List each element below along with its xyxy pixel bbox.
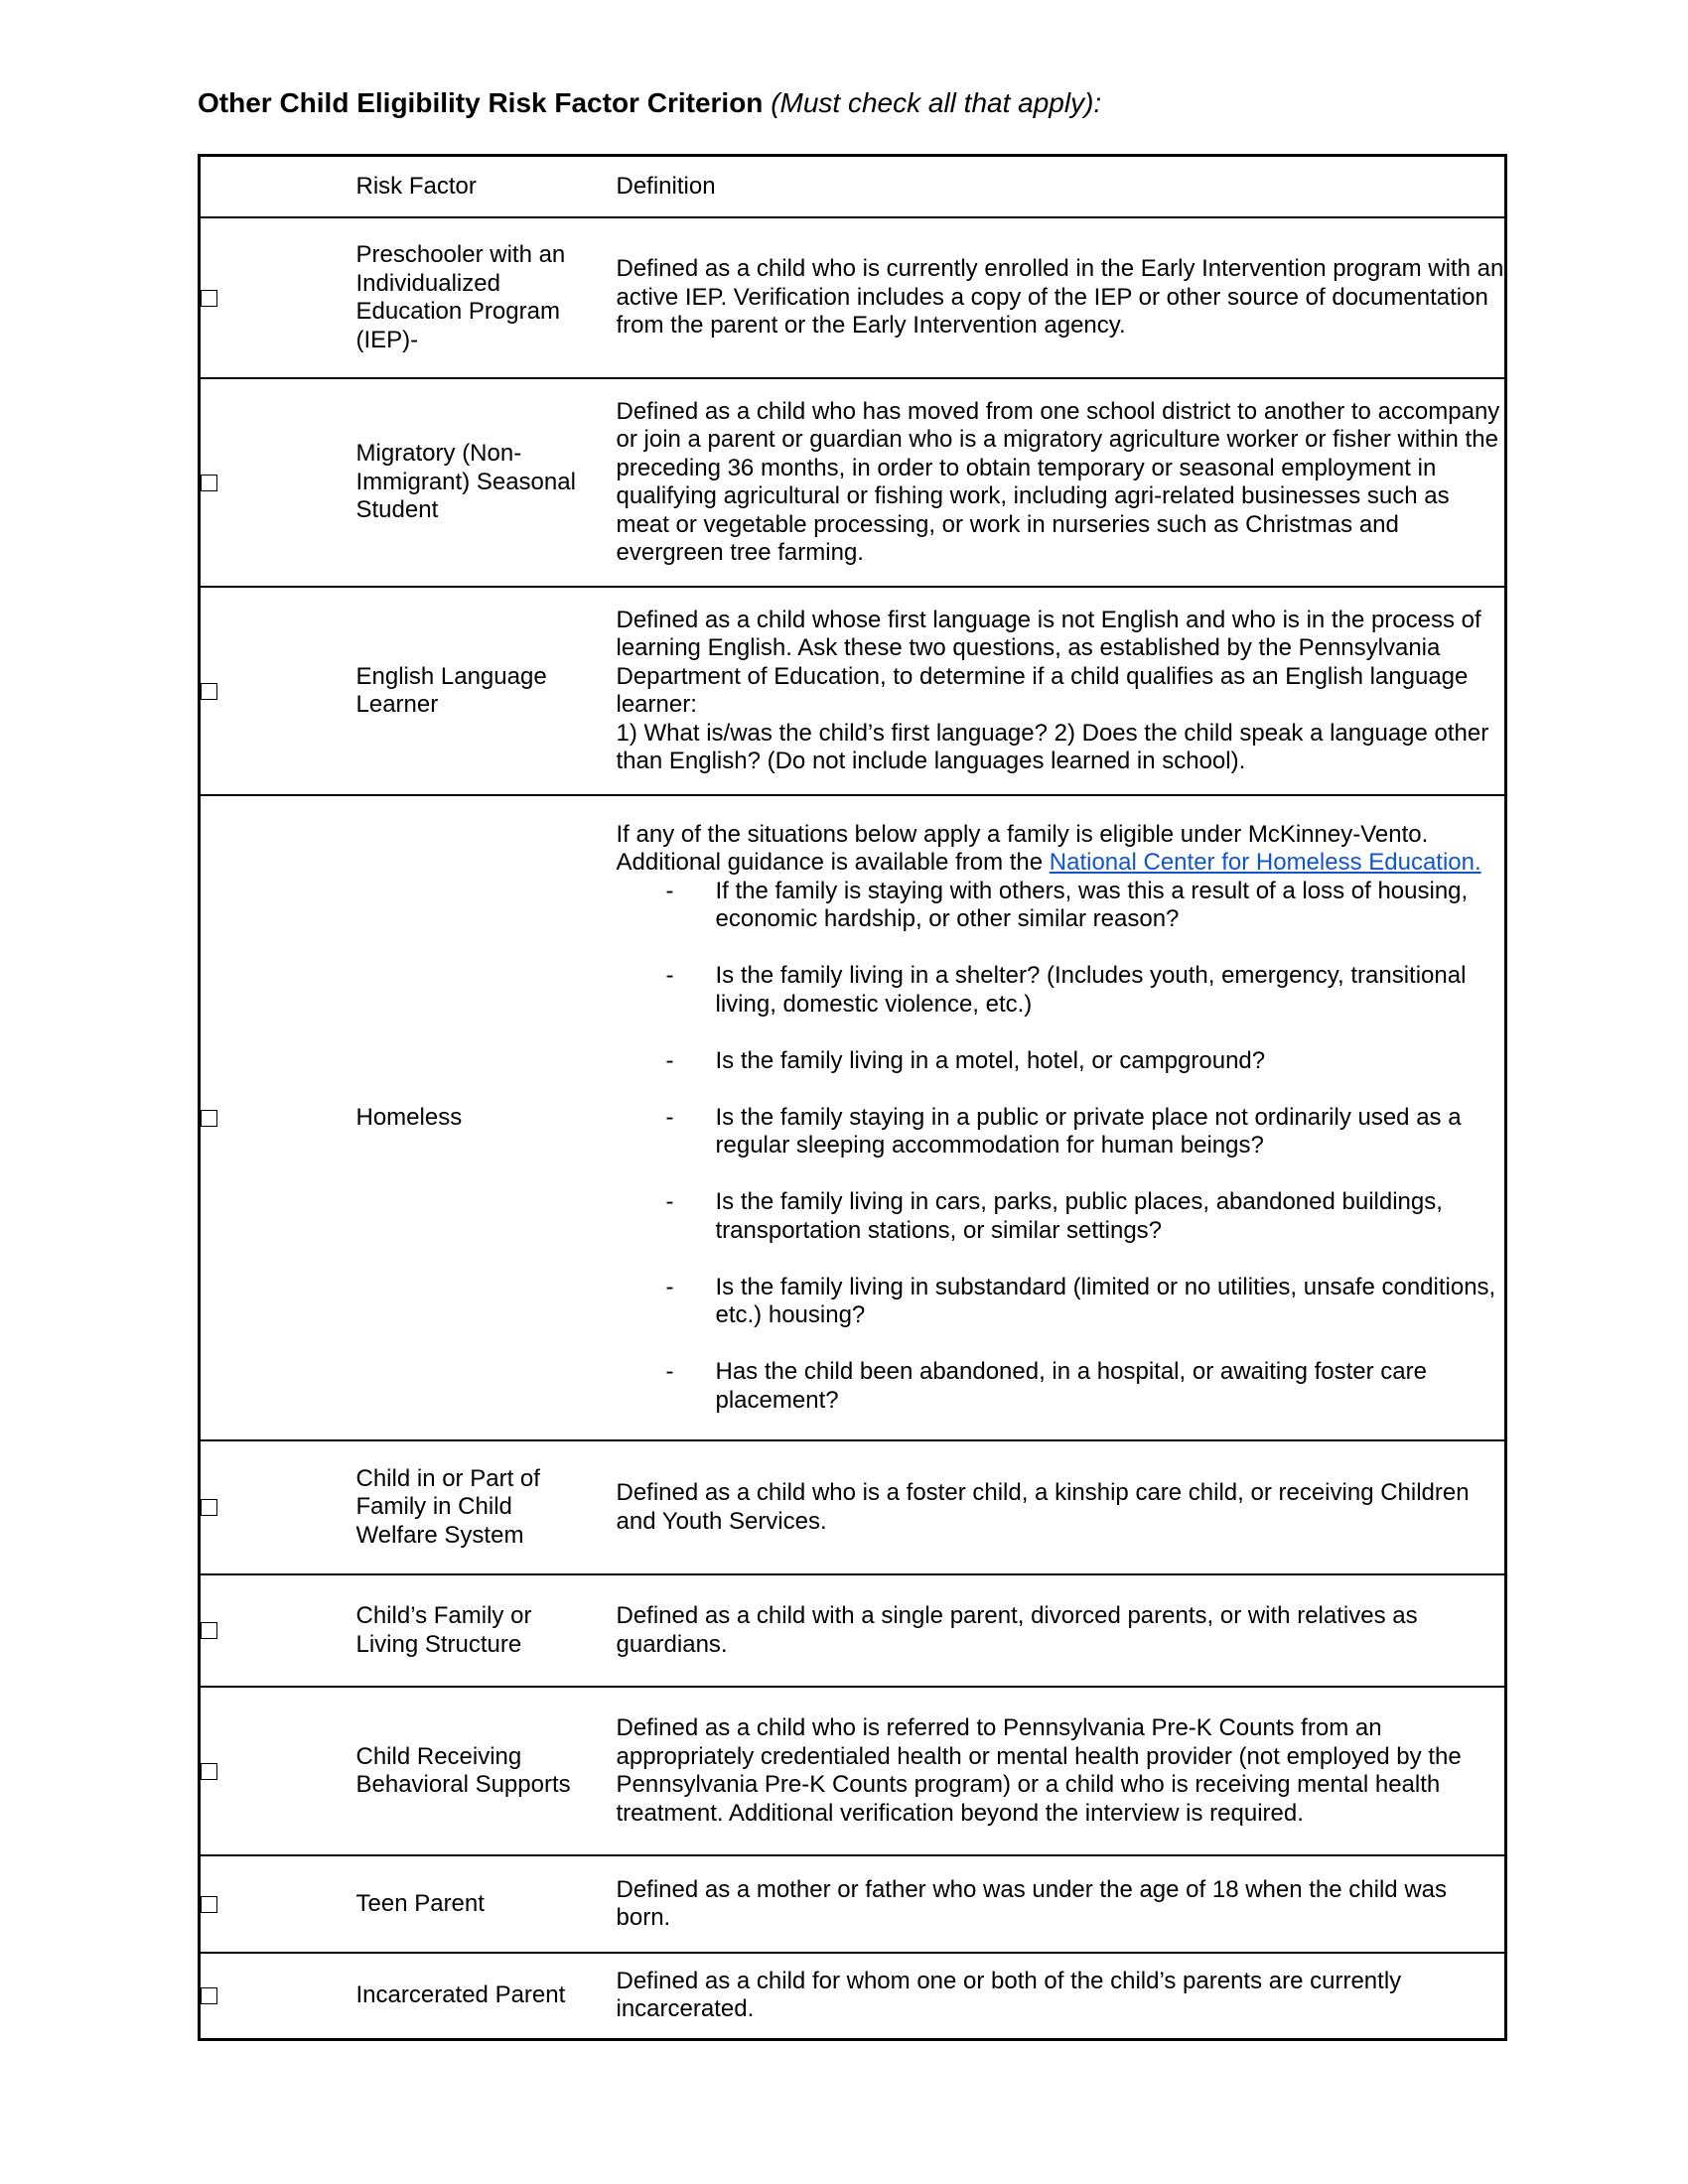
homeless-intro-text: If any of the situations below apply a family is eligible under McKinney-Vento. Additional guidance is available from the [616, 820, 1429, 877]
checkbox-cell [200, 1440, 356, 1574]
risk-factor-definition: Defined as a child who is referred to Pennsylvania Pre-K Counts from an appropriately credentialed health or mental health provider (not employed by the Pennsylvania Pre-K Counts program) or a child who is receiving mental health treatment. Additional verification beyond the interview is required. [617, 1687, 1506, 1855]
header-risk-factor: Risk Factor [356, 156, 617, 218]
list-item-text: Is the family staying in a public or private place not ordinarily used as a regular sleeping accommodation for human beings? [715, 1103, 1462, 1160]
checkbox-cell [200, 1687, 356, 1855]
risk-factor-name: Homeless [356, 795, 617, 1440]
homeless-intro [617, 821, 1505, 878]
risk-factor-name: Preschooler with an Individualized Education Program (IEP)- [356, 217, 617, 378]
list-item [617, 1274, 1505, 1330]
checkbox-cell [200, 795, 356, 1440]
table-row [200, 1953, 1506, 2039]
checkbox-cell [200, 378, 356, 587]
checkbox-cell [200, 1574, 356, 1687]
risk-factor-name: Child in or Part of Family in Child Welfare System [356, 1440, 617, 1574]
checkbox-homeless[interactable] [201, 1110, 217, 1127]
table-row [200, 587, 1506, 795]
list-item-text: Has the child been abandoned, in a hospital, or awaiting foster care placement? [715, 1358, 1427, 1414]
dash-marker: - [665, 1103, 674, 1131]
risk-factor-definition: Defined as a child for whom one or both of the child’s parents are currently incarcerated. [617, 1953, 1506, 2039]
checkbox-teen-parent[interactable] [201, 1896, 217, 1913]
risk-factor-definition: Defined as a child who has moved from one school district to another to accompany or join a parent or guardian who is a migratory agriculture worker or fisher within the preceding 36 months, in order to obtain temporary or seasonal employment in qualifying agricultural or fishing work, including agri-related businesses such as meat or vegetable processing, or work in nurseries such as Christmas and evergreen tree farming. [617, 378, 1506, 587]
risk-factor-name: English Language Learner [356, 587, 617, 795]
risk-factor-definition [617, 587, 1506, 795]
list-item [617, 962, 1505, 1019]
risk-factor-name: Child’s Family or Living Structure [356, 1574, 617, 1687]
header-check-column [200, 156, 356, 218]
risk-factor-name: Migratory (Non-Immigrant) Seasonal Student [356, 378, 617, 587]
list-item-text: Is the family living in substandard (limited or no utilities, unsafe conditions, etc.) housing? [715, 1273, 1496, 1329]
heading-title: Other Child Eligibility Risk Factor Criterion [198, 87, 764, 118]
checkbox-migratory[interactable] [201, 475, 217, 491]
table-row [200, 1687, 1506, 1855]
table-row [200, 1574, 1506, 1687]
list-item [617, 1188, 1505, 1245]
homeless-situations-list [617, 878, 1505, 1416]
risk-factor-definition: Defined as a child who is a foster child, a kinship care child, or receiving Children and Youth Services. [617, 1440, 1506, 1574]
definition-text: Defined as a child whose first language is not English and who is in the process of learning English. Ask these two questions, as established by the Pennsylvania Department of Education, to determine if a child qualifies as an English language learner: [616, 606, 1481, 718]
risk-factor-definition: Defined as a mother or father who was under the age of 18 when the child was born. [617, 1855, 1506, 1953]
checkbox-cell [200, 1953, 356, 2039]
checkbox-incarcerated-parent[interactable] [201, 1987, 217, 2004]
checkbox-cell [200, 217, 356, 378]
risk-factor-name: Child Receiving Behavioral Supports [356, 1687, 617, 1855]
list-item-text: Is the family living in a motel, hotel, or campground? [715, 1046, 1266, 1074]
risk-factor-definition: Defined as a child with a single parent, divorced parents, or with relatives as guardians. [617, 1574, 1506, 1687]
list-item-text: Is the family living in cars, parks, public places, abandoned buildings, transportation stations, or similar settings? [715, 1188, 1443, 1244]
table-row [200, 378, 1506, 587]
list-item [617, 878, 1505, 934]
definition-questions: 1) What is/was the child’s first language? 2) Does the child speak a language other than English? (Do not include languages learned in school). [616, 719, 1489, 774]
risk-factor-table [198, 154, 1507, 2041]
list-item [617, 1104, 1505, 1160]
dash-marker: - [665, 1273, 674, 1300]
header-definition: Definition [617, 156, 1506, 218]
checkbox-behavioral-supports[interactable] [201, 1763, 217, 1780]
dash-marker: - [665, 1046, 674, 1074]
dash-marker: - [665, 962, 674, 990]
table-row [200, 795, 1506, 1440]
table-row [200, 1440, 1506, 1574]
dash-marker: - [665, 1188, 674, 1216]
risk-factor-name: Incarcerated Parent [356, 1953, 617, 2039]
page-heading [198, 85, 1101, 121]
checkbox-living-structure[interactable] [201, 1622, 217, 1639]
list-item-text: Is the family living in a shelter? (Includes youth, emergency, transitional living, domestic violence, etc.) [715, 962, 1467, 1018]
list-item-text: If the family is staying with others, was this a result of a loss of housing, economic hardship, or other similar reason? [715, 877, 1469, 933]
homeless-education-link[interactable]: National Center for Homeless Education. [1049, 849, 1481, 877]
checkbox-iep[interactable] [201, 290, 217, 307]
table-row [200, 1855, 1506, 1953]
checkbox-child-welfare[interactable] [201, 1499, 217, 1516]
dash-marker: - [665, 877, 674, 904]
checkbox-cell [200, 1855, 356, 1953]
list-item [617, 1047, 1505, 1076]
list-item [617, 1358, 1505, 1415]
checkbox-cell [200, 587, 356, 795]
table-header-row [200, 156, 1506, 218]
risk-factor-name: Teen Parent [356, 1855, 617, 1953]
dash-marker: - [665, 1358, 674, 1386]
table-row [200, 217, 1506, 378]
risk-factor-definition: Defined as a child who is currently enrolled in the Early Intervention program with an active IEP. Verification includes a copy of the IEP or other source of documentation from the parent or the Early Intervention agency. [617, 217, 1506, 378]
heading-instruction: (Must check all that apply): [771, 87, 1102, 118]
checkbox-english-learner[interactable] [201, 683, 217, 700]
risk-factor-definition [617, 795, 1506, 1440]
